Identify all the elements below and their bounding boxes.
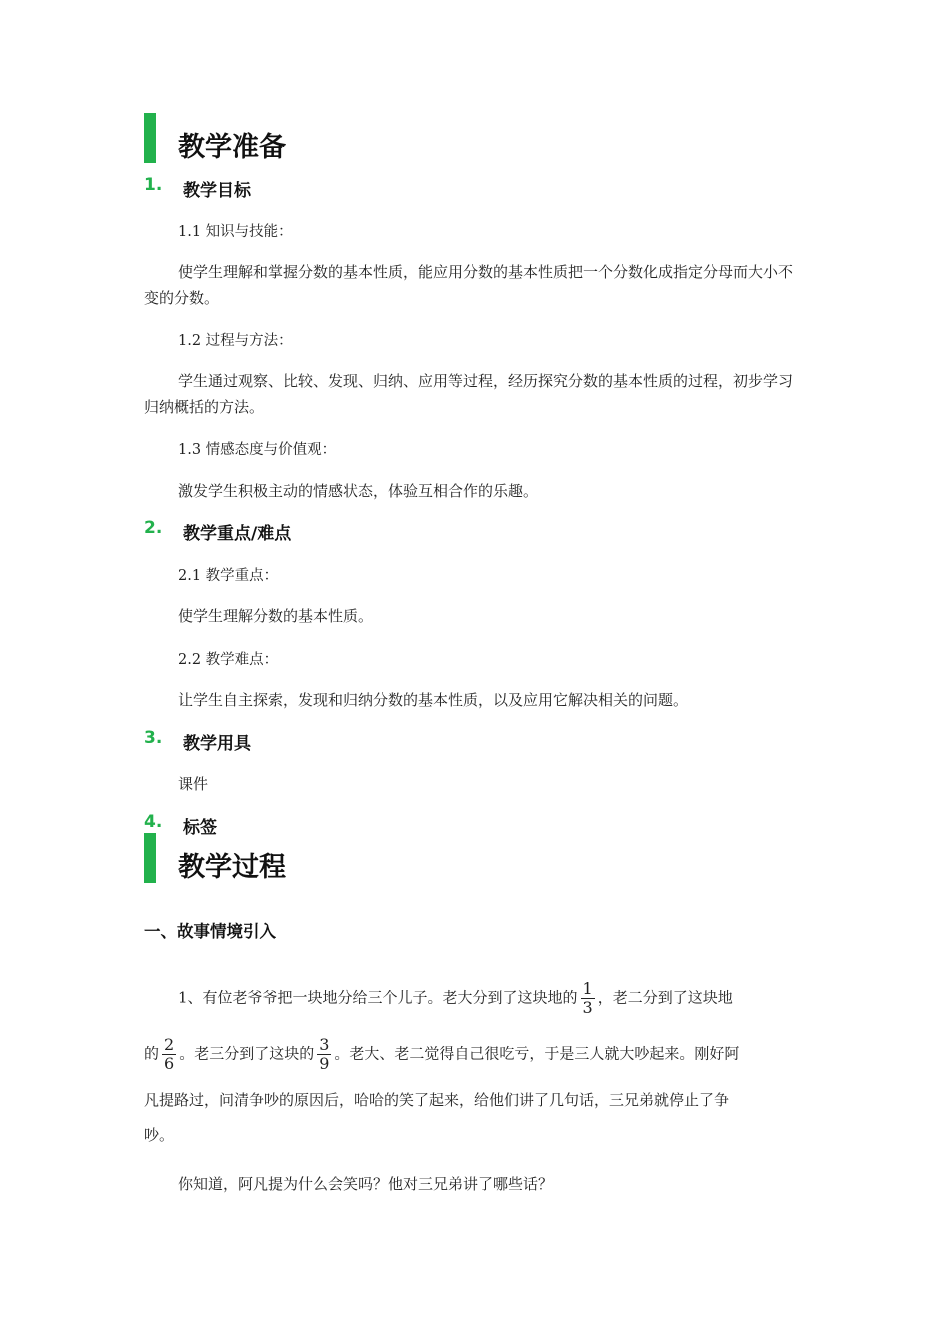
section-bar (144, 113, 156, 163)
story-text-4: 。老三分到了这块的 (179, 1044, 315, 1063)
item-title-keypoints: 教学重点/难点 (183, 524, 292, 544)
fraction-3-9: $\frac{3}{9}$ (319, 1035, 330, 1073)
fraction-2-6: $\frac{2}{6}$ (164, 1035, 175, 1073)
goal-2-label: 1.2 过程与方法： (178, 333, 293, 349)
keypoint-1-text: 使学生理解分数的基本性质。 (178, 607, 374, 625)
story-text-3: 的 (144, 1044, 160, 1063)
story-text-5: 。老大、老二觉得自己很吃亏，于是三人就大吵起来。刚好阿 (334, 1044, 740, 1063)
story-text-1: 1、有位老爷爷把一块地分给三个儿子。老大分到了这块地的 (178, 988, 578, 1007)
item-title-tools: 教学用具 (183, 734, 251, 754)
item-number: 4. (144, 812, 163, 832)
item-number: 2. (144, 518, 163, 538)
story-text-2: ，老二分到了这块地 (597, 988, 733, 1007)
story-text-6: 凡提路过，问清争吵的原因后，哈哈的笑了起来，给他们讲了几句话，三兄弟就停止了争 (144, 1091, 730, 1109)
story-text-7: 吵。 (144, 1126, 175, 1144)
fraction-1-3: $\frac{1}{3}$ (582, 979, 593, 1017)
story-line-1 (144, 966, 804, 1016)
item-number: 3. (144, 728, 163, 748)
item-title-tags: 标签 (183, 818, 217, 838)
item-title-goals: 教学目标 (183, 181, 251, 201)
goal-3-text: 激发学生积极主动的情感状态，体验互相合作的乐趣。 (178, 482, 539, 500)
section-title-prep: 教学准备 (178, 132, 286, 163)
keypoint-2-label: 2.2 教学难点： (178, 652, 279, 668)
story-line-2 (144, 1022, 804, 1072)
goal-3-label: 1.3 情感态度与价值观： (178, 442, 337, 458)
goal-1-text: 使学生理解和掌握分数的基本性质，能应用分数的基本性质把一个分数化成指定分母而大小不变的分数。 (144, 263, 794, 307)
goal-1-label: 1.1 知识与技能： (178, 224, 293, 240)
goal-2-text: 学生通过观察、比较、发现、归纳、应用等过程，经历探究分数的基本性质的过程，初步学习归纳概括的方法。 (144, 372, 794, 416)
keypoint-1-label: 2.1 教学重点： (178, 568, 279, 584)
keypoint-2-text: 让学生自主探索，发现和归纳分数的基本性质，以及应用它解决相关的问题。 (178, 691, 689, 709)
item-number: 1. (144, 175, 163, 195)
section-title-process: 教学过程 (178, 852, 286, 883)
story-question: 你知道，阿凡提为什么会笑吗？他对三兄弟讲了哪些话？ (178, 1175, 554, 1193)
part-title-story: 一、故事情境引入 (144, 922, 276, 941)
tools-text: 课件 (178, 775, 209, 793)
section-bar (144, 833, 156, 883)
